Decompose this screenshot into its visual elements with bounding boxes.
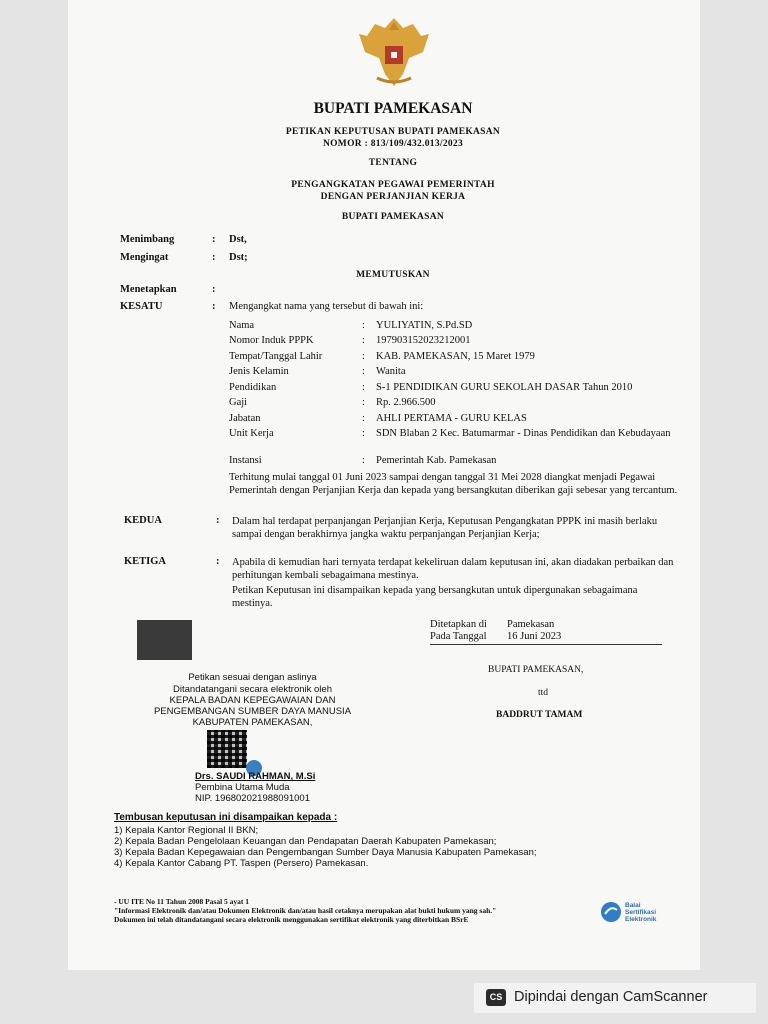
- official-rank: Pembina Utama Muda: [195, 782, 290, 793]
- camscanner-watermark: [474, 983, 756, 1013]
- field-label: Unit Kerja: [229, 428, 274, 439]
- kesatu-closing: Terhitung mulai tanggal 01 Juni 2023 sampai dengan tanggal 31 Mei 2028 diangkat menjadi Pegawai Pemerintah dengan Perjanjian Kerja dan kepada yang bersangkutan diberikan gaji sebesar yang tercantum.: [229, 472, 678, 496]
- signer-role: BUPATI PAMEKASAN,: [488, 665, 584, 675]
- official-name: Drs. SAUDI RAHMAN, M.Si: [195, 771, 316, 782]
- kesatu-intro: Mengangkat nama yang tersebut di bawah ini:: [229, 301, 424, 312]
- list-item: 4) Kepala Kantor Cabang PT. Taspen (Persero) Pamekasan.: [114, 858, 369, 869]
- list-item: 2) Kepala Badan Pengelolaan Keuangan dan Pendapatan Daerah Kabupaten Pamekasan;: [114, 836, 497, 847]
- subject-line-1: PENGANGKATAN PEGAWAI PEMERINTAH: [291, 180, 495, 190]
- tembusan-list: [114, 825, 537, 869]
- field-value: Wanita: [376, 366, 406, 377]
- bsre-label-line: Sertifikasi: [625, 909, 657, 916]
- memutuskan-heading: MEMUTUSKAN: [356, 270, 430, 280]
- certification-line-2: Ditandatangani secara elektronik oleh: [173, 684, 332, 695]
- field-value: Pemerintah Kab. Pamekasan: [376, 455, 497, 466]
- colon: :: [362, 351, 365, 362]
- menimbang-value: Dst,: [229, 234, 247, 245]
- colon: :: [212, 234, 216, 245]
- menimbang-label: Menimbang: [120, 234, 175, 245]
- colon: :: [216, 515, 220, 526]
- ditetapkan-value: Pamekasan: [507, 619, 555, 630]
- field-label: Nomor Induk PPPK: [229, 335, 314, 346]
- list-item: 1) Kepala Kantor Regional II BKN;: [114, 825, 259, 836]
- tentang-label: TENTANG: [368, 158, 418, 168]
- decree-number: NOMOR : 813/109/432.013/2023: [322, 139, 464, 149]
- colon: :: [212, 252, 216, 263]
- colon: :: [362, 455, 365, 466]
- ketiga-label: KETIGA: [124, 556, 167, 567]
- certification-line-3: KEPALA BADAN KEPEGAWAIAN DAN: [169, 695, 336, 706]
- official-nip: NIP. 196802021988091001: [195, 793, 310, 804]
- certification-line-4: PENGEMBANGAN SUMBER DAYA MANUSIA: [153, 706, 352, 717]
- colon: :: [362, 320, 365, 331]
- colon: :: [362, 413, 365, 424]
- tanggal-label: Pada Tanggal: [430, 631, 487, 642]
- field-value: Rp. 2.966.500: [376, 397, 436, 408]
- colon: :: [362, 428, 365, 439]
- ditetapkan-label: Ditetapkan di: [430, 619, 487, 630]
- field-label: Nama: [229, 320, 255, 331]
- footer-law: - UU ITE No 11 Tahun 2008 Pasal 5 ayat 1: [114, 897, 250, 906]
- colon: :: [362, 397, 365, 408]
- bsre-label-line: Elektronik: [625, 916, 657, 923]
- colon: :: [362, 335, 365, 346]
- tanggal-value: 16 Juni 2023: [507, 631, 562, 642]
- certification-line-5: KABUPATEN PAMEKASAN,: [192, 717, 313, 728]
- mengingat-label: Mengingat: [120, 252, 169, 263]
- tembusan-title: Tembusan keputusan ini disampaikan kepada :: [114, 812, 338, 823]
- issuer-label: BUPATI PAMEKASAN: [341, 212, 445, 222]
- decree-title: PETIKAN KEPUTUSAN BUPATI PAMEKASAN: [285, 127, 501, 137]
- field-value: SDN Blaban 2 Kec. Batumarmar - Dinas Pendidikan dan Kebudayaan: [376, 428, 671, 439]
- field-label: Pendidikan: [229, 382, 277, 393]
- kedua-label: KEDUA: [124, 515, 162, 526]
- field-value: S-1 PENDIDIKAN GURU SEKOLAH DASAR Tahun 2010: [376, 382, 633, 393]
- field-label: Gaji: [229, 397, 248, 408]
- field-label: Tempat/Tanggal Lahir: [229, 351, 323, 362]
- field-value: 197903152023212001: [376, 335, 471, 346]
- colon: :: [212, 301, 216, 312]
- footer-quote: "Informasi Elektronik dan/atau Dokumen Elektronik dan/atau hasil cetaknya merupakan alat bukti hukum yang sah.": [114, 906, 497, 915]
- certification-line-1: Petikan sesuai dengan aslinya: [188, 672, 317, 683]
- qr-code: [207, 730, 247, 768]
- menetapkan-label: Menetapkan: [120, 284, 177, 295]
- page-title: BUPATI PAMEKASAN: [313, 100, 473, 117]
- field-label: Jabatan: [229, 413, 261, 424]
- bsre-logo-icon: [600, 901, 622, 923]
- ttd-label: ttd: [538, 688, 549, 698]
- ketiga-text-2: Petikan Keputusan ini disampaikan kepada yang bersangkutan untuk dipergunakan sebagaimana mestinya.: [232, 585, 638, 609]
- mengingat-value: Dst;: [229, 252, 248, 263]
- signature-divider: [430, 644, 662, 645]
- footer-signed-note: Dokumen ini telah ditandatangani secara elektronik menggunakan sertifikat elektronik yang diterbitkan BSrE: [114, 915, 469, 924]
- camscanner-label: Dipindai dengan CamScanner: [514, 989, 708, 1005]
- kesatu-label: KESATU: [120, 301, 163, 312]
- camscanner-logo-icon: CS: [486, 989, 506, 1006]
- field-label: Instansi: [229, 455, 262, 466]
- signer-name: BADDRUT TAMAM: [496, 710, 583, 720]
- kedua-text: Dalam hal terdapat perpanjangan Perjanjian Kerja, Keputusan Pengangkatan PPPK ini masih berlaku sampai dengan berakhirnya jangka waktu perpanjangan Perjanjian Kerja;: [232, 516, 658, 540]
- bsre-label: [625, 902, 656, 923]
- colon: :: [212, 284, 216, 295]
- field-value: KAB. PAMEKASAN, 15 Maret 1979: [376, 351, 535, 362]
- ketiga-text: Apabila di kemudian hari ternyata terdapat kekeliruan dalam keputusan ini, akan diadakan perbaikan dan perhitungan kembali sebagaimana mestinya.: [232, 557, 674, 581]
- colon: :: [216, 556, 220, 567]
- photo-thumbnail: [137, 620, 192, 660]
- subject-line-2: DENGAN PERJANJIAN KERJA: [320, 192, 466, 202]
- garuda-emblem-icon: [355, 14, 433, 90]
- field-label: Jenis Kelamin: [229, 366, 289, 377]
- field-value: YULIYATIN, S.Pd.SD: [376, 320, 473, 331]
- bsre-label-line: Balai: [625, 902, 641, 909]
- list-item: 3) Kepala Badan Kepegawaian dan Pengembangan Sumber Daya Manusia Kabupaten Pamekasan;: [114, 847, 537, 858]
- field-value: AHLI PERTAMA - GURU KELAS: [376, 413, 527, 424]
- colon: :: [362, 382, 365, 393]
- colon: :: [362, 366, 365, 377]
